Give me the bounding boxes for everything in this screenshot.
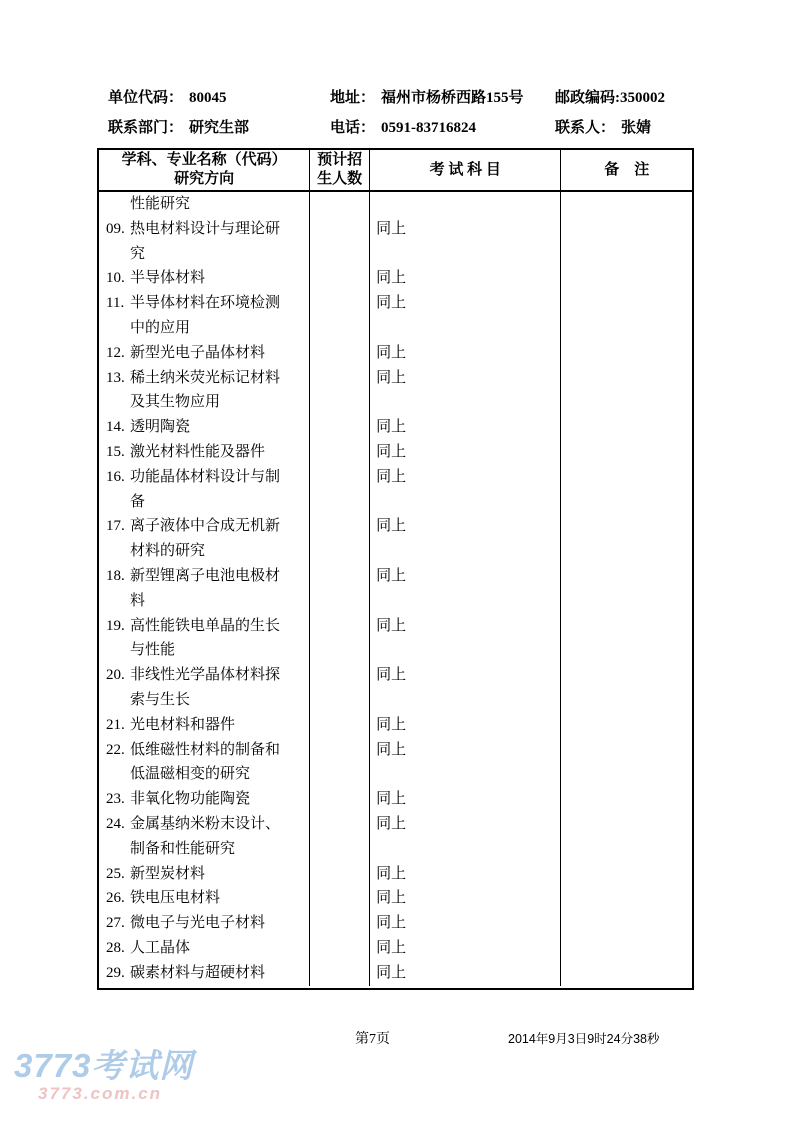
enrollment-cell [310, 862, 370, 887]
research-direction-cell [99, 812, 310, 862]
research-direction-cell [99, 738, 310, 788]
postcode-label: 邮政编码: [555, 90, 620, 106]
enrollment-cell [310, 738, 370, 788]
remark-cell [561, 366, 692, 416]
enrollment-cell [310, 291, 370, 341]
exam-subject-cell: 同上 [370, 366, 561, 416]
enrollment-cell [310, 514, 370, 564]
research-direction-cell [99, 564, 310, 614]
research-direction-cell [99, 514, 310, 564]
direction-line: 14. 透明陶瓷 [99, 415, 309, 440]
print-timestamp: 2014年9月3日9时24分38秒 [508, 1032, 660, 1046]
remark-cell [561, 713, 692, 738]
research-direction-cell [99, 862, 310, 887]
enrollment-cell [310, 614, 370, 664]
direction-line: 21. 光电材料和器件 [99, 713, 309, 738]
header-exam-subjects-column [370, 150, 561, 190]
exam-subject-cell: 同上 [370, 266, 561, 291]
table-row [99, 911, 692, 936]
research-direction-cell [99, 192, 310, 217]
remark-cell [561, 614, 692, 664]
table-row [99, 366, 692, 416]
watermark-site-name: 3773考试网 [14, 1047, 194, 1084]
admissions-table [97, 148, 694, 990]
research-direction-cell [99, 291, 310, 341]
enrollment-cell [310, 564, 370, 614]
exam-subject-cell: 同上 [370, 886, 561, 911]
watermark-site-url: 3773.com.cn [38, 1084, 163, 1103]
direction-number: 23. [106, 791, 125, 808]
direction-line: 料 [130, 592, 146, 609]
research-direction-cell [99, 961, 310, 986]
table-row [99, 341, 692, 366]
direction-line: 28. 人工晶体 [99, 936, 309, 961]
remark-cell [561, 936, 692, 961]
remark-cell [561, 564, 692, 614]
table-row [99, 266, 692, 291]
direction-number: 14. [106, 419, 125, 436]
table-row [99, 713, 692, 738]
direction-number: 29. [106, 964, 125, 981]
direction-number: 10. [106, 270, 125, 287]
contact-person-value: 张婧 [621, 120, 652, 136]
research-direction-cell [99, 217, 310, 267]
direction-line: 11. 半导体材料在环境检测 [99, 291, 309, 316]
enrollment-cell [310, 217, 370, 267]
exam-subject-cell: 同上 [370, 738, 561, 788]
direction-line: 索与生长 [130, 691, 191, 708]
research-direction-cell [99, 415, 310, 440]
table-row [99, 291, 692, 341]
exam-subject-cell: 同上 [370, 812, 561, 862]
enrollment-cell [310, 192, 370, 217]
enrollment-cell [310, 341, 370, 366]
exam-subject-cell: 同上 [370, 291, 561, 341]
address-value: 福州市杨桥西路155号 [381, 90, 524, 106]
remark-cell [561, 961, 692, 986]
table-row [99, 936, 692, 961]
contact-person-field [555, 116, 651, 137]
direction-number: 18. [106, 567, 125, 584]
direction-number: 21. [106, 716, 125, 733]
exam-subject-cell: 同上 [370, 663, 561, 713]
direction-number: 28. [106, 939, 125, 956]
direction-number: 12. [106, 344, 125, 361]
header-remarks-label: 备 注 [604, 161, 650, 178]
remark-cell [561, 341, 692, 366]
direction-line: 10. 半导体材料 [99, 266, 309, 291]
enrollment-cell [310, 961, 370, 986]
remark-cell [561, 192, 692, 217]
exam-subject-cell: 同上 [370, 614, 561, 664]
direction-line: 27. 微电子与光电子材料 [99, 911, 309, 936]
research-direction-cell [99, 663, 310, 713]
direction-line: 09. 热电材料设计与理论研 [99, 217, 309, 242]
table-row [99, 663, 692, 713]
header-enrollment-line2: 生人数 [317, 171, 363, 187]
table-header-row [99, 150, 692, 192]
direction-line: 15. 激光材料性能及器件 [99, 440, 309, 465]
remark-cell [561, 663, 692, 713]
contact-header [0, 86, 794, 142]
direction-number: 26. [106, 890, 125, 907]
direction-line: 制备和性能研究 [130, 840, 236, 857]
research-direction-cell [99, 911, 310, 936]
direction-line: 12. 新型光电子晶体材料 [99, 341, 309, 366]
direction-line: 材料的研究 [130, 543, 206, 560]
unit-code-value: 80045 [189, 90, 227, 106]
table-row [99, 192, 692, 217]
exam-subject-cell: 同上 [370, 465, 561, 515]
remark-cell [561, 738, 692, 788]
exam-subject-cell: 同上 [370, 787, 561, 812]
direction-line: 低温磁相变的研究 [130, 766, 251, 783]
exam-subject-cell: 同上 [370, 713, 561, 738]
research-direction-cell [99, 787, 310, 812]
table-row [99, 738, 692, 788]
table-row [99, 886, 692, 911]
postcode-value: 350002 [620, 90, 665, 106]
direction-line: 与性能 [130, 642, 176, 659]
enrollment-cell [310, 911, 370, 936]
direction-line: 究 [130, 245, 146, 262]
direction-number: 09. [106, 220, 125, 237]
direction-line: 及其生物应用 [130, 394, 221, 411]
remark-cell [561, 886, 692, 911]
enrollment-cell [310, 886, 370, 911]
header-enrollment-line1: 预计招 [317, 152, 363, 168]
direction-number: 11. [106, 295, 125, 312]
remark-cell [561, 440, 692, 465]
table-row [99, 564, 692, 614]
remark-cell [561, 862, 692, 887]
remark-cell [561, 812, 692, 862]
direction-line: 中的应用 [130, 319, 191, 336]
table-row [99, 217, 692, 267]
table-row [99, 812, 692, 862]
table-row [99, 787, 692, 812]
exam-subject-cell: 同上 [370, 415, 561, 440]
watermark [14, 1048, 234, 1104]
table-row [99, 862, 692, 887]
research-direction-cell [99, 465, 310, 515]
direction-line: 备 [130, 493, 146, 510]
research-direction-cell [99, 614, 310, 664]
contact-person-label: 联系人： [555, 120, 616, 136]
enrollment-cell [310, 936, 370, 961]
table-row [99, 465, 692, 515]
header-enrollment-column [310, 150, 370, 190]
table-row [99, 415, 692, 440]
remark-cell [561, 291, 692, 341]
remark-cell [561, 787, 692, 812]
table-row [99, 961, 692, 986]
remark-cell [561, 911, 692, 936]
department-label: 联系部门： [108, 120, 184, 136]
research-direction-cell [99, 713, 310, 738]
research-direction-cell [99, 341, 310, 366]
direction-number: 25. [106, 865, 125, 882]
enrollment-cell [310, 415, 370, 440]
header-remarks-column [561, 150, 692, 190]
header-discipline-line1: 学科、专业名称（代码） [121, 152, 287, 168]
department-value: 研究生部 [189, 120, 250, 136]
direction-line: 29. 碳素材料与超硬材料 [99, 961, 309, 986]
research-direction-cell [99, 266, 310, 291]
exam-subject-cell: 同上 [370, 217, 561, 267]
direction-number: 20. [106, 667, 125, 684]
address-label: 地址： [330, 90, 376, 106]
enrollment-cell [310, 266, 370, 291]
remark-cell [561, 514, 692, 564]
exam-subject-cell: 同上 [370, 911, 561, 936]
direction-line: 17. 离子液体中合成无机新 [99, 514, 309, 539]
direction-line: 24. 金属基纳米粉末设计、 [99, 812, 309, 837]
enrollment-cell [310, 663, 370, 713]
direction-line: 18. 新型锂离子电池电极材 [99, 564, 309, 589]
direction-number: 22. [106, 741, 125, 758]
remark-cell [561, 217, 692, 267]
direction-number: 13. [106, 369, 125, 386]
header-discipline-line2: 研究方向 [174, 171, 235, 187]
address-field [330, 86, 524, 107]
direction-line: 16. 功能晶体材料设计与制 [99, 465, 309, 490]
direction-number: 19. [106, 617, 125, 634]
direction-line: 19. 高性能铁电单晶的生长 [99, 614, 309, 639]
phone-field [330, 116, 476, 137]
direction-line: 25. 新型炭材料 [99, 862, 309, 887]
research-direction-cell [99, 936, 310, 961]
exam-subject-cell: 同上 [370, 862, 561, 887]
phone-label: 电话： [330, 120, 376, 136]
research-direction-cell [99, 366, 310, 416]
enrollment-cell [310, 366, 370, 416]
exam-subject-cell: 同上 [370, 564, 561, 614]
direction-number: 15. [106, 443, 125, 460]
research-direction-cell [99, 886, 310, 911]
department-field [108, 116, 249, 137]
direction-number: 27. [106, 915, 125, 932]
exam-subject-cell: 同上 [370, 514, 561, 564]
table-row [99, 614, 692, 664]
direction-line: 23. 非氧化物功能陶瓷 [99, 787, 309, 812]
exam-subject-cell: 同上 [370, 341, 561, 366]
direction-number: 24. [106, 815, 125, 832]
remark-cell [561, 465, 692, 515]
header-discipline-column [99, 150, 310, 190]
direction-line: 性能研究 [130, 196, 191, 212]
research-direction-cell [99, 440, 310, 465]
enrollment-cell [310, 787, 370, 812]
table-row [99, 440, 692, 465]
enrollment-cell [310, 713, 370, 738]
page-number: 第7页 [355, 1032, 390, 1047]
direction-number: 16. [106, 468, 125, 485]
exam-subject-cell [370, 192, 561, 217]
table-row [99, 514, 692, 564]
enrollment-cell [310, 465, 370, 515]
enrollment-cell [310, 440, 370, 465]
direction-line: 20. 非线性光学晶体材料探 [99, 663, 309, 688]
direction-line: 22. 低维磁性材料的制备和 [99, 738, 309, 763]
phone-value: 0591-83716824 [381, 120, 477, 136]
postcode-field [555, 86, 665, 107]
remark-cell [561, 266, 692, 291]
exam-subject-cell: 同上 [370, 961, 561, 986]
header-exam-subjects-label: 考 试 科 目 [429, 161, 501, 178]
unit-code-label: 单位代码： [108, 90, 184, 106]
table-body [99, 192, 692, 988]
remark-cell [561, 415, 692, 440]
exam-subject-cell: 同上 [370, 440, 561, 465]
exam-subject-cell: 同上 [370, 936, 561, 961]
direction-number: 17. [106, 518, 125, 535]
direction-line: 26. 铁电压电材料 [99, 886, 309, 911]
direction-line: 13. 稀土纳米荧光标记材料 [99, 366, 309, 391]
unit-code-field [108, 86, 227, 107]
enrollment-cell [310, 812, 370, 862]
